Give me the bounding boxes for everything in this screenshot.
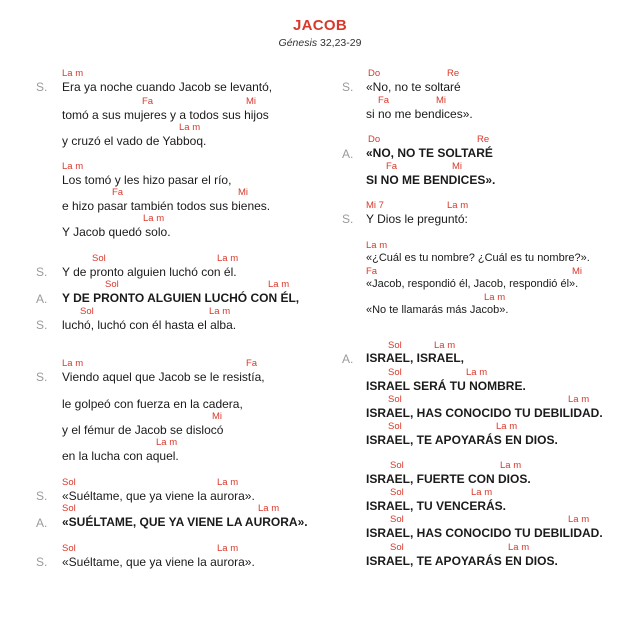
chord: Mi	[452, 161, 463, 172]
singer-marker: S.	[36, 370, 48, 384]
chord: La m	[366, 240, 388, 251]
lyric-line: SI NO ME BENDICES».	[366, 173, 496, 187]
lyric-line: «Jacob, respondió él, Jacob, respondió él».	[366, 278, 579, 290]
chord: Fa	[246, 358, 258, 369]
lyric-line: le golpeó con fuerza en la cadera,	[62, 397, 243, 411]
lyric-line: ISRAEL SERÁ TU NOMBRE.	[366, 379, 526, 393]
chord: Sol	[80, 306, 94, 317]
lyric-line: «Suéltame, que ya viene la aurora».	[62, 555, 255, 569]
chord: La m	[209, 306, 231, 317]
lyric-line: ISRAEL, TU VENCERÁS.	[366, 499, 507, 513]
chord: Sol	[388, 367, 402, 378]
singer-marker: S.	[36, 555, 48, 569]
chord: Do	[368, 134, 381, 145]
lyric-line: ISRAEL, TE APOYARÁS EN DIOS.	[366, 433, 558, 447]
lyric-line: y cruzó el vado de Yabboq.	[62, 134, 207, 148]
chord: La m	[471, 487, 493, 498]
chord: Mi	[212, 411, 223, 422]
chord: La m	[258, 503, 280, 514]
lyric-line: y el fémur de Jacob se dislocó	[62, 423, 224, 437]
lyric-line: en la lucha con aquel.	[62, 449, 179, 463]
lyric-line: e hizo pasar también todos sus bienes.	[62, 199, 271, 213]
chord: Sol	[388, 394, 402, 405]
singer-marker: A.	[36, 516, 48, 530]
chord: La m	[568, 514, 590, 525]
chord: La m	[143, 213, 165, 224]
lyric-line: ISRAEL, ISRAEL,	[366, 351, 465, 365]
singer-marker: A.	[342, 352, 354, 366]
chord: Sol	[62, 477, 76, 488]
lyric-line: ISRAEL, TE APOYARÁS EN DIOS.	[366, 554, 558, 568]
singer-marker: S.	[36, 489, 48, 503]
lyric-line: Y Jacob quedó solo.	[62, 225, 171, 239]
lyric-line: «No, no te soltaré	[366, 80, 461, 94]
singer-marker: A.	[36, 292, 48, 306]
lyric-line: «Suéltame, que ya viene la aurora».	[62, 489, 255, 503]
chord: Fa	[112, 187, 124, 198]
singer-marker: S.	[342, 212, 354, 226]
lyric-line: «No te llamarás más Jacob».	[366, 304, 509, 316]
chord: Re	[447, 68, 460, 79]
chord: La m	[62, 68, 84, 79]
chord: La m	[496, 421, 518, 432]
chord: Do	[368, 68, 381, 79]
lyric-line: Era ya noche cuando Jacob se levantó,	[62, 80, 273, 94]
reference-verses: 32,23-29	[320, 37, 362, 49]
reference-book: Génesis	[278, 37, 318, 49]
chord: Fa	[366, 266, 378, 277]
singer-marker: S.	[36, 265, 48, 279]
lyric-line: Viendo aquel que Jacob se le resistía,	[62, 370, 265, 384]
lyric-line: ISRAEL, HAS CONOCIDO TU DEBILIDAD.	[366, 406, 603, 420]
lyric-line: «¿Cuál es tu nombre? ¿Cuál es tu nombre?».	[366, 252, 590, 264]
chord: La m	[484, 292, 506, 303]
lyric-line: ISRAEL, FUERTE CON DIOS.	[366, 472, 531, 486]
chord: La m	[447, 200, 469, 211]
chord: La m	[62, 161, 84, 172]
chord: La m	[217, 477, 239, 488]
chord: Fa	[378, 95, 390, 106]
chord: La m	[268, 279, 290, 290]
song-reference	[0, 37, 640, 49]
singer-marker: S.	[36, 80, 48, 94]
chord: Sol	[92, 253, 106, 264]
chord: Mi	[238, 187, 249, 198]
chord: La m	[568, 394, 590, 405]
chord: La m	[434, 340, 456, 351]
chord: La m	[466, 367, 488, 378]
lyric-line: Y Dios le preguntó:	[366, 212, 468, 226]
chord: La m	[217, 543, 239, 554]
chord: Fa	[142, 96, 154, 107]
chord: Mi 7	[366, 200, 384, 211]
chord: Sol	[390, 514, 404, 525]
lyric-line: luchó, luchó con él hasta el alba.	[62, 318, 237, 332]
chord: Sol	[388, 340, 402, 351]
singer-marker: S.	[342, 80, 354, 94]
lyric-line: Los tomó y les hizo pasar el río,	[62, 173, 232, 187]
lyric-line: tomó a sus mujeres y a todos sus hijos	[62, 108, 269, 122]
chord: Mi	[246, 96, 257, 107]
chord: Sol	[390, 542, 404, 553]
chord: La m	[217, 253, 239, 264]
chord: Sol	[62, 503, 76, 514]
lyric-line: «NO, NO TE SOLTARÉ	[366, 146, 493, 160]
chord: La m	[156, 437, 178, 448]
chord: Mi	[436, 95, 447, 106]
chord: La m	[500, 460, 522, 471]
lyric-line: ISRAEL, HAS CONOCIDO TU DEBILIDAD.	[366, 526, 603, 540]
chord: La m	[179, 122, 201, 133]
chord: La m	[62, 358, 84, 369]
chord: Fa	[386, 161, 398, 172]
chord: Re	[477, 134, 490, 145]
chord: Sol	[388, 421, 402, 432]
chord: Sol	[62, 543, 76, 554]
singer-marker: S.	[36, 318, 48, 332]
chord: Sol	[390, 460, 404, 471]
chord: Sol	[390, 487, 404, 498]
lyric-line: si no me bendices».	[366, 107, 473, 121]
song-title: JACOB	[292, 17, 347, 34]
chord: La m	[508, 542, 530, 553]
singer-marker: A.	[342, 147, 354, 161]
chord: Sol	[105, 279, 119, 290]
lyric-line: Y DE PRONTO ALGUIEN LUCHÓ CON ÉL,	[62, 291, 300, 305]
lyric-line: Y de pronto alguien luchó con él.	[62, 265, 237, 279]
chord: Mi	[572, 266, 583, 277]
lyric-line: «SUÉLTAME, QUE YA VIENE LA AURORA».	[62, 515, 308, 529]
